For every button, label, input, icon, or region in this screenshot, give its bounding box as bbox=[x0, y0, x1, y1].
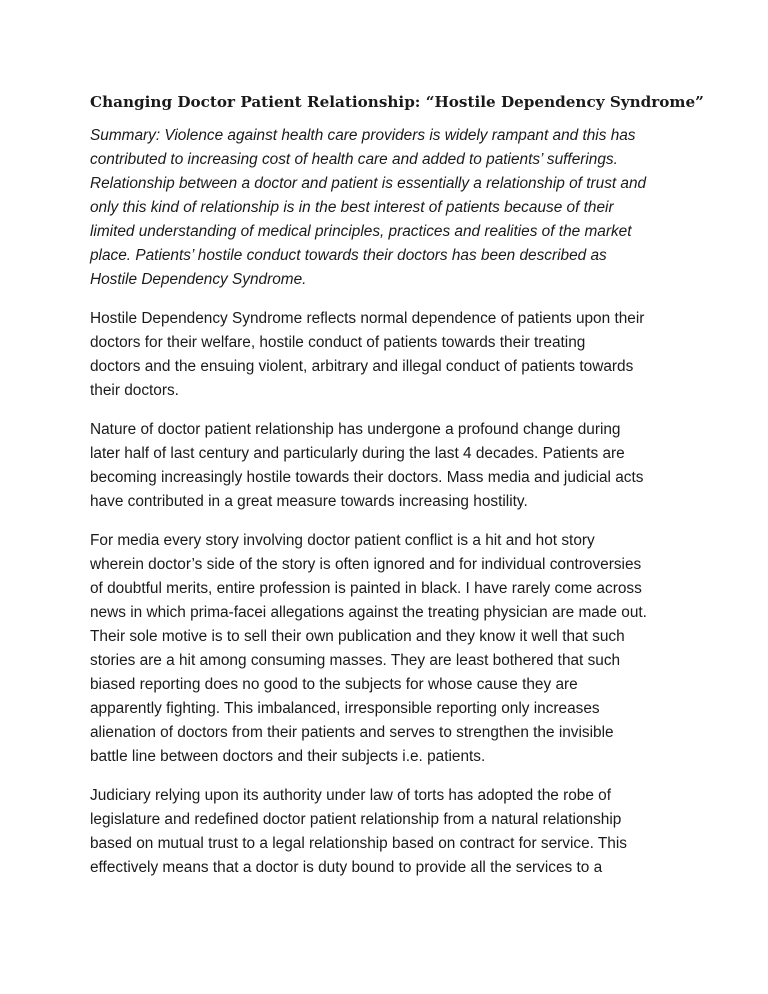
text-line: Judiciary relying upon its authority under law of torts has adopted the robe of bbox=[90, 787, 612, 804]
text-line: of doubtful merits, entire profession is painted in black. I have rarely come across bbox=[90, 580, 642, 597]
text-line: apparently fighting. This imbalanced, irresponsible reporting only increases bbox=[90, 700, 600, 717]
text-line: Hostile Dependency Syndrome. bbox=[90, 271, 307, 288]
text-line: contributed to increasing cost of health care and added to patients’ sufferings. bbox=[90, 151, 618, 168]
body-paragraph-4 bbox=[90, 784, 690, 880]
body-paragraph-1 bbox=[90, 307, 690, 403]
text-line: Relationship between a doctor and patient is essentially a relationship of trust and bbox=[90, 175, 647, 192]
text-line: only this kind of relationship is in the best interest of patients because of their bbox=[90, 199, 614, 216]
text-line: battle line between doctors and their subjects i.e. patients. bbox=[90, 748, 486, 765]
text-line: limited understanding of medical principles, practices and realities of the market bbox=[90, 223, 632, 240]
text-line: stories are a hit among consuming masses. They are least bothered that such bbox=[90, 652, 621, 669]
text-line: Hostile Dependency Syndrome reflects normal dependence of patients upon their bbox=[90, 310, 645, 327]
text-line: have contributed in a great measure towards increasing hostility. bbox=[90, 493, 528, 510]
text-line: their doctors. bbox=[90, 382, 179, 399]
text-line: wherein doctor’s side of the story is often ignored and for individual controversies bbox=[90, 556, 642, 573]
document-title: Changing Doctor Patient Relationship: “Hostile Dependency Syndrome” bbox=[90, 93, 704, 111]
text-line: Their sole motive is to sell their own publication and they know it well that such bbox=[90, 628, 625, 645]
text-line: place. Patients’ hostile conduct towards their doctors has been described as bbox=[90, 247, 607, 264]
text-line: alienation of doctors from their patients and serves to strengthen the invisible bbox=[90, 724, 614, 741]
text-line: Nature of doctor patient relationship has undergone a profound change during bbox=[90, 421, 621, 438]
text-line: doctors for their welfare, hostile conduct of patients towards their treating bbox=[90, 334, 586, 351]
text-line: effectively means that a doctor is duty bound to provide all the services to a bbox=[90, 859, 603, 876]
text-line: news in which prima-facei allegations against the treating physician are made out. bbox=[90, 604, 647, 621]
text-line: For media every story involving doctor patient conflict is a hit and hot story bbox=[90, 532, 595, 549]
body-paragraph-2 bbox=[90, 418, 690, 514]
text-line: later half of last century and particularly during the last 4 decades. Patients are bbox=[90, 445, 625, 462]
text-line: doctors and the ensuing violent, arbitrary and illegal conduct of patients towards bbox=[90, 358, 634, 375]
text-line: based on mutual trust to a legal relationship based on contract for service. This bbox=[90, 835, 627, 852]
text-line: Summary: Violence against health care providers is widely rampant and this has bbox=[90, 127, 636, 144]
summary-paragraph bbox=[90, 124, 690, 292]
document-page bbox=[90, 92, 704, 895]
body-paragraph-3 bbox=[90, 529, 690, 769]
text-line: becoming increasingly hostile towards their doctors. Mass media and judicial acts bbox=[90, 469, 644, 486]
text-line: biased reporting does no good to the subjects for whose cause they are bbox=[90, 676, 578, 693]
text-line: legislature and redefined doctor patient relationship from a natural relationship bbox=[90, 811, 622, 828]
